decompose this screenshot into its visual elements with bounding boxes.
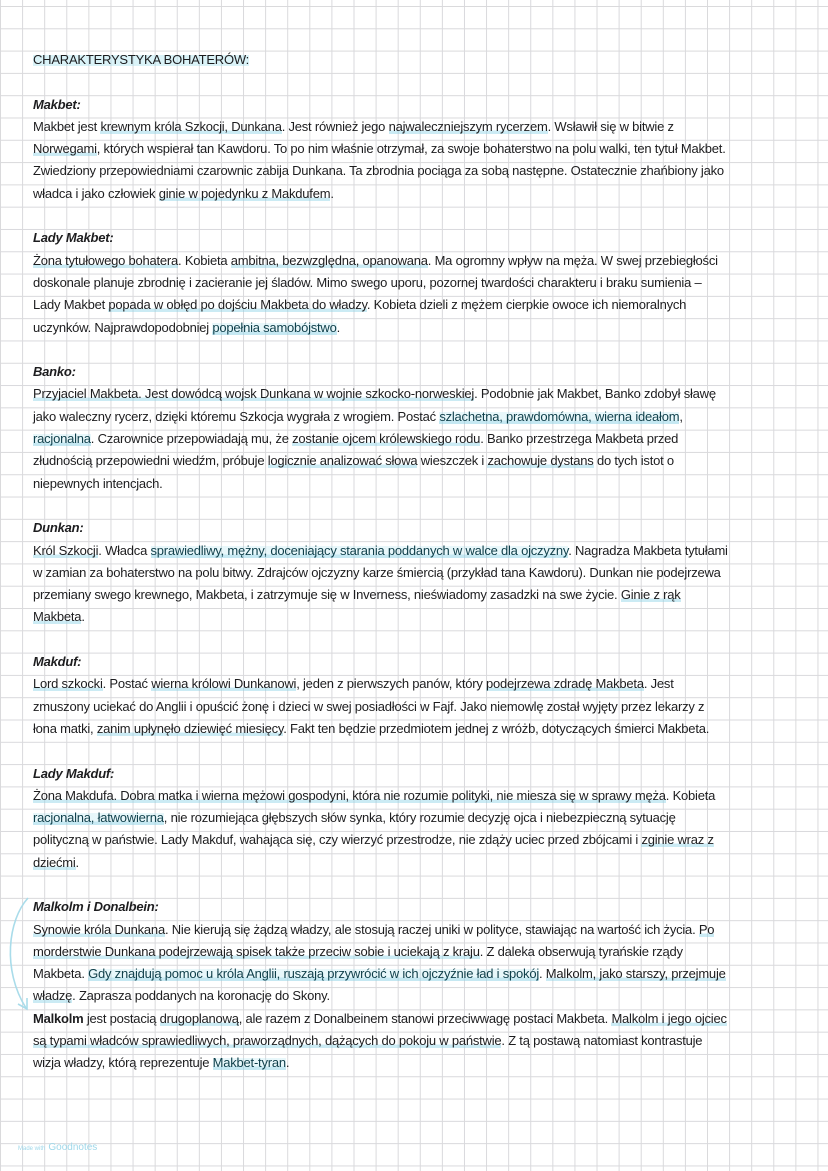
text-segment: . Jest również jego bbox=[281, 118, 389, 134]
text-segment: w zamian za bohaterstwo na polu bitwy. Zdrajców ojczyzny karze śmiercią (przykład tana Kawdoru). Dunkan nie podejrzewa bbox=[33, 564, 721, 580]
text-segment: uczynków. Najprawdopodobniej bbox=[33, 319, 213, 335]
text-line bbox=[33, 807, 823, 829]
text-line bbox=[33, 852, 823, 874]
highlighted-text: zanim upłynęło dziewięć miesięcy bbox=[96, 720, 284, 736]
highlighted-text: logicznie analizować słowa bbox=[267, 453, 418, 469]
highlighted-text: ambitna, bezwzględna, opanowana bbox=[230, 252, 428, 268]
text-line bbox=[33, 985, 823, 1007]
text-line bbox=[33, 1008, 823, 1030]
text-segment: doskonale planuje zbrodnię i zacieranie jej śladów. Mimo swego uporu, pozornej twardości charakteru i braku sumienia – bbox=[33, 274, 702, 290]
highlighted-text: popada w obłęd po dojściu Makbeta do władzy bbox=[108, 297, 367, 313]
text-segment: jako waleczny rycerz, dzięki któremu Szkocja wygrała z wrogiem. Postać bbox=[33, 408, 440, 424]
text-segment: . Fakt ten będzie przedmiotem jednej z wróżb, dotyczących śmierci Makbeta. bbox=[283, 720, 710, 736]
text-segment: . Kobieta bbox=[665, 787, 716, 803]
highlighted-text: zostanie ojcem królewskiego rodu bbox=[292, 431, 481, 447]
text-line bbox=[33, 317, 823, 339]
text-segment: . bbox=[81, 609, 85, 625]
text-segment: , nie rozumiejąca głębszych słów synka, który rozumie decyzję ojca i niebezpieczną sytuację bbox=[163, 810, 676, 826]
highlighted-text: Ginie z rąk bbox=[620, 587, 681, 603]
text-segment: wizja władzy, którą reprezentuje bbox=[33, 1055, 213, 1071]
text-segment: . Kobieta bbox=[178, 252, 231, 268]
text-segment: . Zaprasza poddanych na koronację do Skony. bbox=[72, 988, 330, 1004]
text-line bbox=[33, 294, 823, 316]
text-line bbox=[33, 183, 823, 205]
text-segment: jest postacią bbox=[83, 1010, 160, 1026]
text-segment: . Z daleka obserwują tyrańskie rządy bbox=[479, 943, 683, 959]
text-segment: . Władca bbox=[98, 542, 151, 558]
section-heading: Lady Makbet: bbox=[33, 230, 114, 246]
section-lady-makbet bbox=[33, 227, 823, 338]
document-body bbox=[33, 49, 823, 1075]
text-line bbox=[33, 383, 823, 405]
section-lady-makduf bbox=[33, 763, 823, 874]
text-line bbox=[33, 250, 823, 272]
text-line bbox=[33, 473, 823, 495]
text-line bbox=[33, 718, 823, 740]
section-dunkan bbox=[33, 517, 823, 628]
text-line bbox=[33, 540, 823, 562]
highlighted-text: są typami władców sprawiedliwych, praworządnych, dążących do pokoju w państwie bbox=[33, 1033, 502, 1049]
text-segment: Makbeta. bbox=[33, 966, 89, 982]
text-segment: , jeden z pierwszych panów, który bbox=[296, 676, 487, 692]
text-segment: władca i jako człowiek bbox=[33, 185, 159, 201]
text-line bbox=[33, 116, 823, 138]
text-line bbox=[33, 941, 823, 963]
text-segment: Zwiedziony przepowiedniami czarownic zabija Dunkana. Ta zbrodnia pociąga za sobą następne. Ostatecznie zhańbiony jako bbox=[33, 163, 724, 179]
text-line bbox=[33, 606, 823, 628]
highlighted-text: sprawiedliwy, mężny, doceniający starania poddanych w walce dla ojczyzny bbox=[150, 542, 569, 558]
text-segment: polityczną w państwie. Lady Makduf, wahająca się, czy wierzyć przestrodze, nie zdąży uciec przed zbójcami i bbox=[33, 832, 642, 848]
highlighted-text: Król Szkocji bbox=[33, 542, 99, 558]
character-sections bbox=[33, 71, 823, 1074]
text-segment: . Nie kierują się żądzą władzy, ale stosują raczej uniki w polityce, stawiając na wartość ich życia. bbox=[164, 921, 699, 937]
section-heading: Banko: bbox=[33, 364, 76, 380]
text-line bbox=[33, 272, 823, 294]
text-segment: . Nagradza Makbeta tytułami bbox=[568, 542, 728, 558]
highlighted-text: wierna królowi Dunkanowi bbox=[151, 676, 297, 692]
text-segment: . Jest bbox=[643, 676, 674, 692]
text-line bbox=[33, 138, 823, 160]
highlighted-text: zachowuje dystans bbox=[487, 453, 594, 469]
text-segment: . bbox=[285, 1055, 290, 1071]
highlighted-text: racjonalna, łatwowierna bbox=[33, 810, 164, 826]
highlighted-text: podejrzewa zdradę Makbeta bbox=[486, 676, 644, 692]
text-line bbox=[33, 829, 823, 851]
section-banko bbox=[33, 361, 823, 495]
text-line bbox=[33, 584, 823, 606]
text-line bbox=[33, 673, 823, 695]
text-segment: . bbox=[539, 966, 546, 982]
text-segment: do tych istot o bbox=[593, 453, 674, 469]
text-line bbox=[33, 450, 823, 472]
text-line bbox=[33, 696, 823, 718]
text-segment: , bbox=[679, 408, 683, 424]
highlighted-text: Malkolm i jego ojciec bbox=[611, 1010, 727, 1026]
bold-text: Malkolm bbox=[33, 1010, 84, 1026]
highlighted-text: najwaleczniejszym rycerzem bbox=[388, 118, 548, 134]
text-segment: . bbox=[330, 185, 334, 201]
text-line bbox=[33, 428, 823, 450]
highlighted-text: władzę bbox=[33, 988, 73, 1004]
text-segment: . bbox=[336, 319, 341, 335]
highlighted-text: Makbeta bbox=[33, 609, 82, 625]
section-heading: Malkolm i Donalbein: bbox=[33, 899, 159, 915]
highlighted-text: popełnia samobójstwo bbox=[212, 319, 337, 335]
section-makduf bbox=[33, 651, 823, 740]
text-line bbox=[33, 160, 823, 182]
highlighted-text: Po bbox=[698, 921, 715, 937]
highlighted-text: drugoplanową bbox=[159, 1010, 239, 1026]
text-line bbox=[33, 785, 823, 807]
section-heading: Dunkan: bbox=[33, 520, 84, 536]
highlighted-text: Żona Makdufa. Dobra matka i wierna mężowi gospodyni, która nie rozumie polityki, nie miesza się w sprawy męża bbox=[33, 787, 666, 803]
text-segment: , ale razem z Donalbeinem stanowi przeciwwagę postaci Makbeta. bbox=[238, 1010, 612, 1026]
section-heading: Makduf: bbox=[33, 654, 82, 670]
section-makbet bbox=[33, 94, 823, 205]
text-segment: . Podobnie jak Makbet, Banko zdobył sławę bbox=[474, 386, 716, 402]
document-title: CHARAKTERYSTYKA BOHATERÓW: bbox=[33, 52, 250, 67]
highlighted-text: krewnym króla Szkocji, Dunkana bbox=[100, 118, 282, 134]
text-segment: niepewnych intencjach. bbox=[33, 475, 163, 491]
text-segment: . bbox=[75, 854, 79, 870]
highlighted-text: szlachetna, prawdomówna, wierna ideałom bbox=[439, 408, 680, 424]
text-segment: . Wsławił się w bitwie z bbox=[547, 118, 674, 134]
watermark-brand: Goodnotes bbox=[48, 1142, 98, 1153]
text-segment: . Z tą postawą natomiast kontrastuje bbox=[501, 1033, 703, 1049]
text-segment: łona matki, bbox=[33, 720, 97, 736]
highlighted-text: Przyjaciel Makbeta. Jest dowódcą wojsk Dunkana w wojnie szkocko-norweskiej bbox=[33, 386, 475, 402]
text-segment: . Czarownice przepowiadają mu, że bbox=[90, 431, 293, 447]
highlighted-text: Synowie króla Dunkana bbox=[33, 921, 165, 937]
highlighted-text: Lord szkocki bbox=[33, 676, 103, 692]
watermark-prefix: Made with bbox=[18, 1146, 46, 1152]
highlighted-text: ginie w pojedynku z Makdufem bbox=[158, 185, 331, 201]
text-segment: . Postać bbox=[102, 676, 152, 692]
section-heading: Lady Makduf: bbox=[33, 765, 115, 781]
goodnotes-watermark bbox=[18, 1142, 97, 1153]
hand-drawn-arrow-icon bbox=[0, 890, 40, 1020]
text-line bbox=[33, 919, 823, 941]
text-line bbox=[33, 1052, 823, 1074]
text-segment: wieszczek i bbox=[417, 453, 488, 469]
section-malkolm-i-donalbein bbox=[33, 896, 823, 1074]
highlighted-text: Makbet-tyran bbox=[212, 1055, 286, 1071]
text-line bbox=[33, 406, 823, 428]
highlighted-text: dziećmi bbox=[33, 854, 76, 870]
highlighted-text: racjonalna bbox=[33, 431, 91, 447]
highlighted-text: Norwegami bbox=[33, 141, 97, 157]
text-line bbox=[33, 1030, 823, 1052]
text-segment: zmuszony uciekać do Anglii i opuścić żonę i dzieci w swej posiadłości w Fajf. Jako niemowlę został wyjęty przez lekarzy z bbox=[33, 698, 705, 714]
text-segment: , których wspierał tan Kawdoru. To po nim właśnie otrzymał, za swoje bohaterstwo na polu walki, ten tytuł Makbet. bbox=[96, 141, 726, 157]
text-line bbox=[33, 963, 823, 985]
highlighted-text: Malkolm, jako starszy, przejmuje bbox=[545, 966, 726, 982]
text-segment: Makbet jest bbox=[33, 118, 101, 134]
highlighted-text: zginie wraz z bbox=[641, 832, 714, 848]
text-segment: przemiany swego krewnego, Makbeta, i zatrzymuje się w Inverness, nieświadomy zasadzki na swe życie. bbox=[33, 587, 621, 603]
highlighted-text: Żona tytułowego bohatera bbox=[33, 252, 179, 268]
text-segment: . Banko przestrzega Makbeta przed bbox=[480, 431, 679, 447]
text-line bbox=[33, 562, 823, 584]
highlighted-text: morderstwie Dunkana podejrzewają spisek także przeciw sobie i uciekają z kraju bbox=[33, 943, 480, 959]
text-segment: Lady Makbet bbox=[33, 297, 109, 313]
text-segment: . Kobieta dzieli z mężem cierpkie owoce ich niemoralnych bbox=[366, 297, 687, 313]
text-segment: . Ma ogromny wpływ na męża. W swej przebiegłości bbox=[427, 252, 718, 268]
section-heading: Makbet: bbox=[33, 96, 81, 112]
text-segment: złudnością przepowiedni wiedźm, próbuje bbox=[33, 453, 268, 469]
highlighted-text: Gdy znajdują pomoc u króla Anglii, ruszają przywrócić w ich ojczyźnie ład i spokój bbox=[88, 966, 539, 982]
